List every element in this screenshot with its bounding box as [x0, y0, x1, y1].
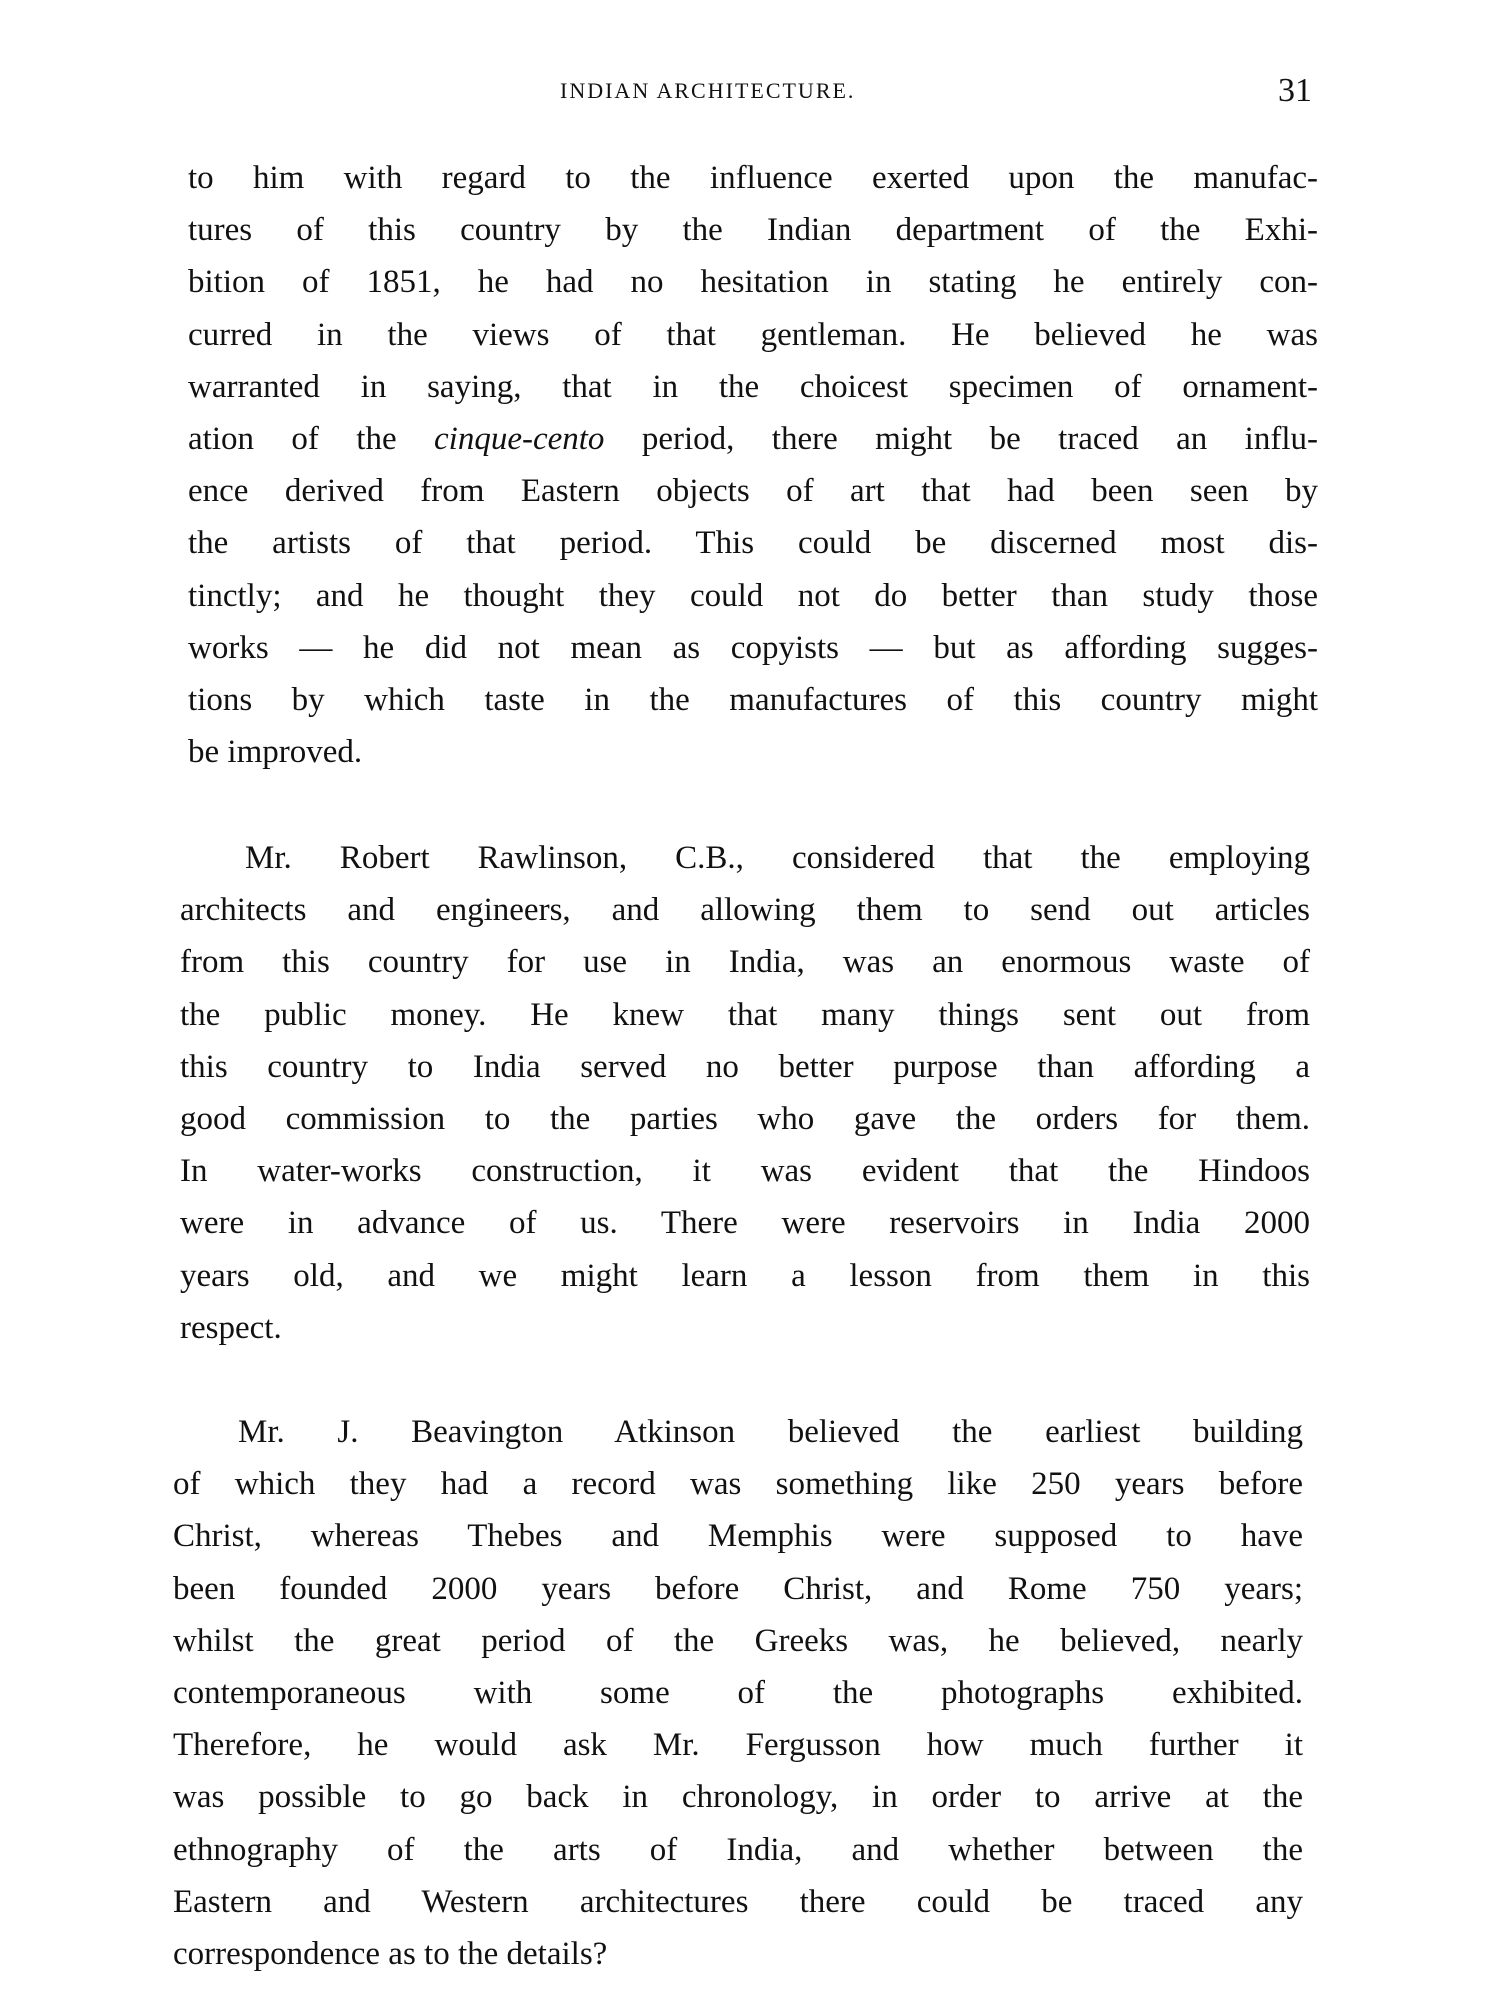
text-line: Eastern and Western architectures there could be traced any: [173, 1883, 1303, 1920]
text-line: be improved.: [188, 734, 363, 771]
text-line: tures of this country by the Indian department of the Exhi-: [188, 212, 1318, 249]
text-line: of which they had a record was something like 250 years before: [173, 1466, 1303, 1503]
text-line: warranted in saying, that in the choicest specimen of ornament-: [188, 368, 1318, 405]
text-line: to him with regard to the influence exerted upon the manufac-: [188, 160, 1318, 196]
text-line: ence derived from Eastern objects of art that had been seen by: [188, 473, 1318, 510]
page-number: 31: [1278, 72, 1312, 109]
text-line: respect.: [180, 1309, 282, 1346]
text-line: whilst the great period of the Greeks was, he believed, nearly: [173, 1622, 1303, 1659]
text-line: was possible to go back in chronology, in order to arrive at the: [173, 1779, 1303, 1816]
page-header: [0, 72, 1500, 112]
text-line: Therefore, he would ask Mr. Fergusson how much further it: [173, 1727, 1303, 1764]
text-line: years old, and we might learn a lesson from them in this: [180, 1257, 1310, 1294]
paragraph-2: [180, 832, 1310, 1354]
text-line: In water-works construction, it was evident that the Hindoos: [180, 1153, 1310, 1190]
text-line: works — he did not mean as copyists — but as affording sugges-: [188, 629, 1318, 666]
text-line: were in advance of us. There were reservoirs in India 2000: [180, 1205, 1310, 1242]
text-line: ation of the cinque-cento period, there might be traced an influ-: [188, 420, 1318, 457]
text-line: bition of 1851, he had no hesitation in stating he entirely con-: [188, 264, 1318, 301]
paragraph-1: [188, 152, 1318, 778]
text-line: architects and engineers, and allowing them to send out articles: [180, 892, 1310, 929]
text-line: curred in the views of that gentleman. He believed he was: [188, 316, 1318, 353]
text-line: contemporaneous with some of the photographs exhibited.: [173, 1674, 1303, 1711]
text-line: tions by which taste in the manufactures of this country might: [188, 681, 1318, 718]
text-line: tinctly; and he thought they could not do better than study those: [188, 577, 1318, 614]
paragraph-3: [173, 1406, 1303, 1980]
text-line: Christ, whereas Thebes and Memphis were supposed to have: [173, 1518, 1303, 1555]
text-line: been founded 2000 years before Christ, and Rome 750 years;: [173, 1570, 1303, 1607]
text-line: this country to India served no better purpose than affording a: [180, 1048, 1310, 1085]
text-line: Mr. Robert Rawlinson, C.B., considered that the employing: [245, 840, 1310, 876]
text-line: the public money. He knew that many things sent out from: [180, 996, 1310, 1033]
text-line: good commission to the parties who gave the orders for them.: [180, 1100, 1310, 1137]
running-title: INDIAN ARCHITECTURE.: [560, 78, 856, 103]
text-line: from this country for use in India, was an enormous waste of: [180, 944, 1310, 981]
text-line: correspondence as to the details?: [173, 1935, 608, 1972]
text-line: ethnography of the arts of India, and whether between the: [173, 1831, 1303, 1868]
text-line: the artists of that period. This could be discerned most dis-: [188, 525, 1318, 562]
text-line: Mr. J. Beavington Atkinson believed the earliest building: [238, 1414, 1303, 1450]
